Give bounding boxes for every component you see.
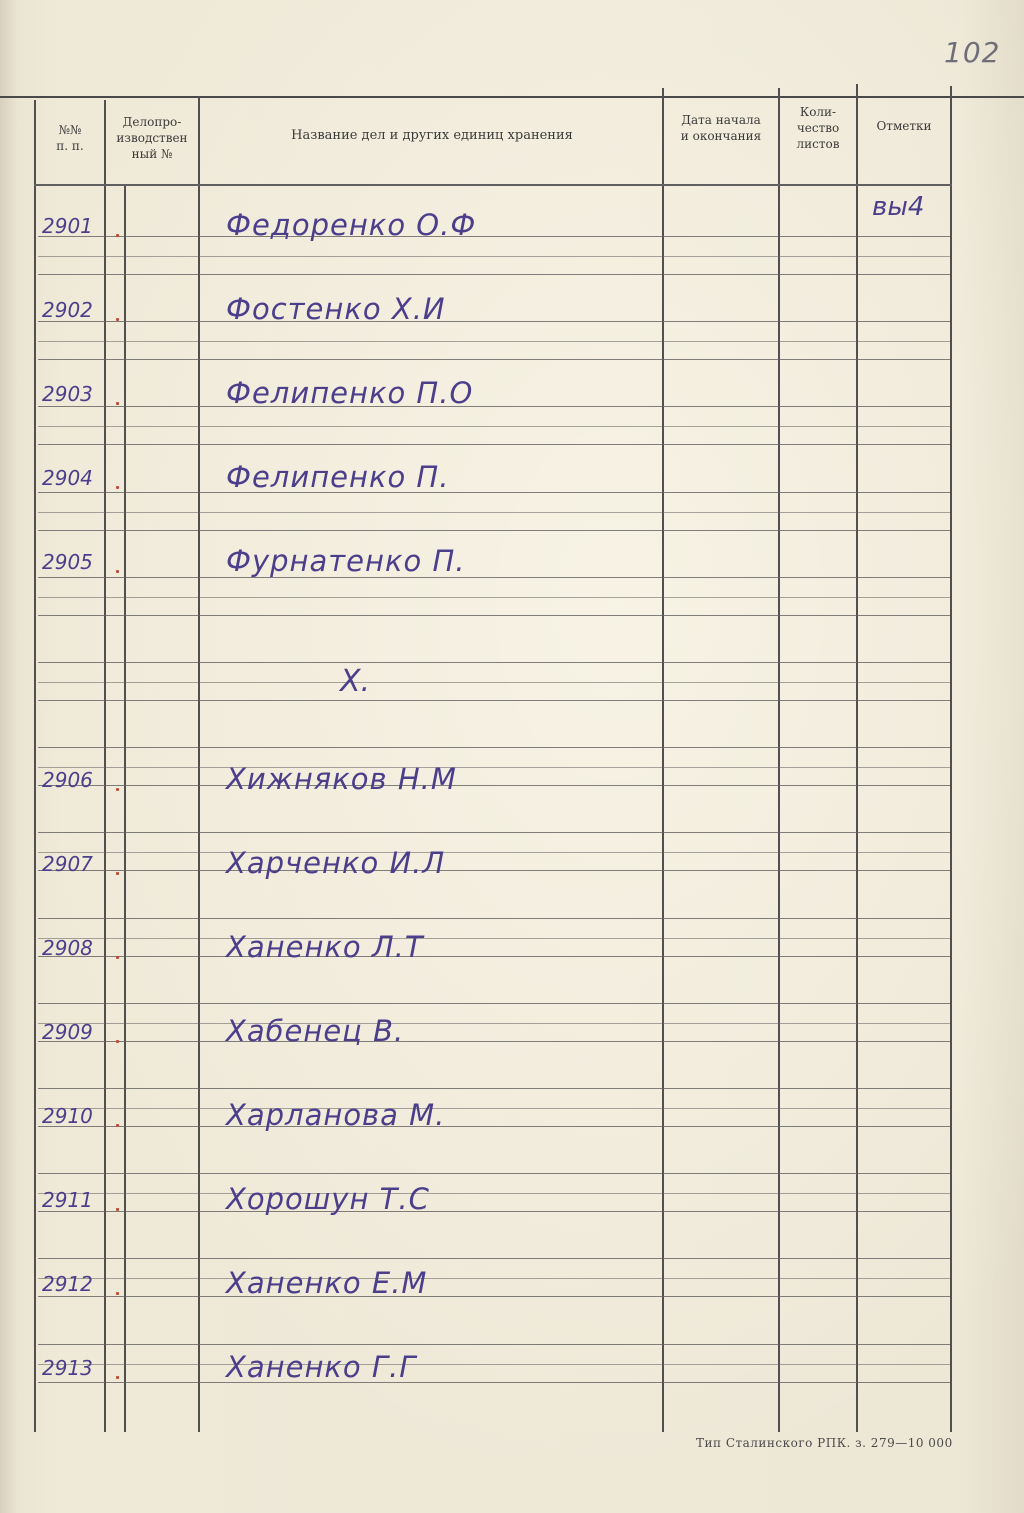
row-rule (38, 1088, 950, 1089)
check-tick (116, 956, 119, 959)
row-rule (38, 747, 950, 748)
row-rule (38, 492, 950, 493)
row-number: 2905 (42, 550, 93, 574)
row-rule (38, 852, 950, 853)
row-rule (38, 1041, 950, 1042)
column-rule (34, 100, 36, 1432)
row-rule (38, 512, 950, 513)
row-name: Фелипенко П. (226, 460, 450, 494)
row-rule (38, 426, 950, 427)
top-rule (0, 96, 1024, 98)
row-name: Хорошун Т.С (226, 1182, 430, 1216)
header-dates: Дата начала и окончания (680, 113, 762, 143)
row-name: Хабенец В. (226, 1014, 405, 1048)
row-rule (38, 256, 950, 257)
row-rule (38, 767, 950, 768)
check-tick (116, 234, 119, 237)
row-number: 2913 (42, 1356, 93, 1380)
row-rule (38, 870, 950, 871)
row-rule (38, 274, 950, 275)
row-rule (38, 938, 950, 939)
column-rule (124, 184, 126, 1432)
row-rule (38, 785, 950, 786)
check-tick (116, 402, 119, 405)
check-tick (116, 318, 119, 321)
column-rule (662, 88, 664, 1432)
check-tick (116, 1208, 119, 1211)
row-rule (38, 359, 950, 360)
row-rule (38, 1193, 950, 1194)
row-number: 2910 (42, 1104, 93, 1128)
row-rule (38, 597, 950, 598)
row-number: 2906 (42, 768, 93, 792)
row-number: 2912 (42, 1272, 93, 1296)
row-number: 2911 (42, 1188, 93, 1212)
row-rule (38, 918, 950, 919)
row-rule (38, 406, 950, 407)
row-number: 2909 (42, 1020, 93, 1044)
header-office-num: Делопро- изводствен ный № (116, 115, 188, 161)
column-rule (950, 86, 952, 1432)
row-rule (38, 1258, 950, 1259)
row-number: 2908 (42, 936, 93, 960)
header-notes: Отметки (876, 119, 932, 133)
row-rule (38, 1344, 950, 1345)
row-name: Ханенко Г.Г (226, 1350, 417, 1384)
check-tick (116, 1124, 119, 1127)
row-rule (38, 1211, 950, 1212)
row-name: Фурнатенко П. (226, 544, 466, 578)
column-rule (198, 96, 200, 1432)
row-rule (38, 444, 950, 445)
section-letter: Х. (340, 664, 371, 699)
row-rule (38, 662, 950, 663)
column-rule (104, 100, 106, 1432)
row-rule (38, 956, 950, 957)
check-tick (116, 872, 119, 875)
row-rule (38, 321, 950, 322)
row-name: Фелипенко П.О (226, 376, 474, 410)
check-tick (116, 570, 119, 573)
row-name: Харланова М. (226, 1098, 446, 1132)
row-rule (38, 1108, 950, 1109)
row-rule (38, 615, 950, 616)
row-rule (38, 1126, 950, 1127)
row-rule (38, 1278, 950, 1279)
header-rule (34, 184, 952, 186)
row-rule (38, 1296, 950, 1297)
row-rule (38, 1023, 950, 1024)
row-rule (38, 1382, 950, 1383)
header-title: Название дел и других единиц хранения (291, 128, 573, 143)
header-sheets: Коли- чество листов (796, 105, 840, 151)
printer-imprint: Тип Сталинского РПК. з. 279—10 000 (696, 1436, 953, 1450)
header-num: №№ п. п. (56, 123, 84, 153)
row-rule (38, 682, 950, 683)
row-name: Харченко И.Л (226, 846, 446, 880)
row-number: 2907 (42, 852, 93, 876)
row-name: Фостенко Х.И (226, 292, 446, 326)
row-name: Хижняков Н.М (226, 762, 457, 796)
row-number: 2903 (42, 382, 93, 406)
row-name: Ханенко Л.Т (226, 930, 424, 964)
row-note: вы4 (872, 192, 925, 222)
row-rule (38, 1173, 950, 1174)
row-rule (38, 577, 950, 578)
row-rule (38, 530, 950, 531)
check-tick (116, 1376, 119, 1379)
column-rule (856, 84, 858, 1432)
check-tick (116, 486, 119, 489)
row-rule (38, 341, 950, 342)
check-tick (116, 1292, 119, 1295)
row-rule (38, 832, 950, 833)
column-rule (778, 88, 780, 1432)
row-rule (38, 700, 950, 701)
row-rule (38, 236, 950, 237)
row-number: 2901 (42, 214, 93, 238)
row-number: 2902 (42, 298, 93, 322)
row-rule (38, 1003, 950, 1004)
row-number: 2904 (42, 466, 93, 490)
page-number: 102 (944, 36, 1001, 69)
check-tick (116, 1040, 119, 1043)
row-rule (38, 1364, 950, 1365)
check-tick (116, 788, 119, 791)
row-name: Ханенко Е.М (226, 1266, 428, 1300)
row-name: Федоренко О.Ф (226, 208, 477, 242)
